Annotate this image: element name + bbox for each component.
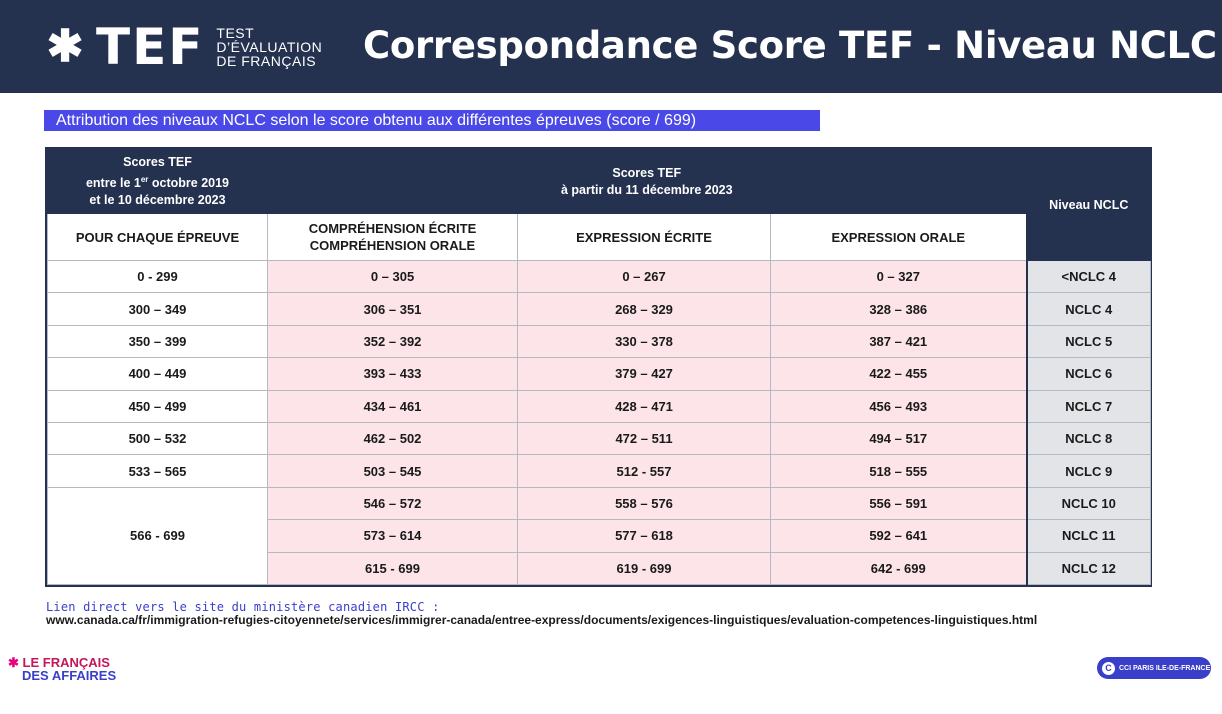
table-row bbox=[48, 422, 1151, 454]
expression-ecrite-cell: 330 – 378 bbox=[518, 325, 771, 357]
expression-orale-cell: 518 – 555 bbox=[771, 455, 1027, 487]
nclc-cell: NCLC 5 bbox=[1027, 325, 1151, 357]
comprehension-cell: 306 – 351 bbox=[268, 293, 518, 325]
old-score-cell: 500 – 532 bbox=[48, 422, 268, 454]
comprehension-cell: 503 – 545 bbox=[268, 455, 518, 487]
expression-ecrite-cell: 619 - 699 bbox=[518, 552, 771, 584]
expression-orale-cell: 642 - 699 bbox=[771, 552, 1027, 584]
comprehension-cell: 573 – 614 bbox=[268, 520, 518, 552]
correspondence-table bbox=[45, 147, 1152, 587]
old-score-cell: 400 – 449 bbox=[48, 358, 268, 390]
header-old-scores bbox=[48, 150, 268, 214]
cci-icon: C bbox=[1102, 662, 1115, 675]
table-row bbox=[48, 261, 1151, 293]
header-text: à partir du 11 décembre 2023 bbox=[560, 182, 733, 197]
table-row bbox=[48, 455, 1151, 487]
table-row bbox=[48, 390, 1151, 422]
comprehension-cell: 615 - 699 bbox=[268, 552, 518, 584]
header-new-scores bbox=[268, 150, 1027, 214]
subheader-text: COMPRÉHENSION ORALE bbox=[309, 238, 476, 253]
expression-orale-cell: 494 – 517 bbox=[771, 422, 1027, 454]
nclc-cell: NCLC 7 bbox=[1027, 390, 1151, 422]
nclc-cell: <NCLC 4 bbox=[1027, 261, 1151, 293]
expression-orale-cell: 422 – 455 bbox=[771, 358, 1027, 390]
old-score-cell: 450 – 499 bbox=[48, 390, 268, 422]
tef-logo bbox=[44, 17, 322, 77]
page-title: Correspondance Score TEF - Niveau NCLC bbox=[363, 24, 1217, 67]
comprehension-cell: 434 – 461 bbox=[268, 390, 518, 422]
expression-orale-cell: 592 – 641 bbox=[771, 520, 1027, 552]
subheader-expression-orale: EXPRESSION ORALE bbox=[771, 214, 1027, 261]
le-francais-des-affaires-logo bbox=[8, 656, 116, 682]
brand-line: DES AFFAIRES bbox=[22, 668, 117, 683]
logo-sub-line: D’ÉVALUATION bbox=[216, 39, 323, 55]
header-superscript: er bbox=[140, 174, 149, 184]
table-row bbox=[48, 293, 1151, 325]
header-nclc: Niveau NCLC bbox=[1027, 150, 1151, 261]
expression-ecrite-cell: 0 – 267 bbox=[518, 261, 771, 293]
header-text: entre le 1 bbox=[85, 176, 141, 191]
comprehension-cell: 352 – 392 bbox=[268, 325, 518, 357]
comprehension-cell: 462 – 502 bbox=[268, 422, 518, 454]
nclc-cell: NCLC 6 bbox=[1027, 358, 1151, 390]
expression-ecrite-cell: 379 – 427 bbox=[518, 358, 771, 390]
nclc-cell: NCLC 4 bbox=[1027, 293, 1151, 325]
subheader-comprehension bbox=[268, 214, 518, 261]
header-text: et le 10 décembre 2023 bbox=[89, 193, 226, 208]
expression-orale-cell: 0 – 327 bbox=[771, 261, 1027, 293]
expression-orale-cell: 328 – 386 bbox=[771, 293, 1027, 325]
asterisk-icon: ✱ bbox=[8, 655, 19, 670]
cci-paris-logo bbox=[1097, 657, 1211, 679]
cci-text: CCI PARIS ILE-DE-FRANCE bbox=[1119, 664, 1211, 672]
footer-link-url[interactable]: www.canada.ca/fr/immigration-refugies-citoyennete/services/immigrer-canada/entree-express/documents/exigences-linguistiques/evaluation-competences-linguistiques.html bbox=[46, 613, 1038, 627]
old-score-cell: 300 – 349 bbox=[48, 293, 268, 325]
comprehension-cell: 546 – 572 bbox=[268, 487, 518, 519]
subheader-text: COMPRÉHENSION ÉCRITE bbox=[308, 221, 477, 236]
header-text: Scores TEF bbox=[612, 165, 682, 180]
subheader-expression-ecrite: EXPRESSION ÉCRITE bbox=[518, 214, 771, 261]
logo-text: TEF bbox=[96, 18, 205, 76]
table-row bbox=[48, 325, 1151, 357]
comprehension-cell: 0 – 305 bbox=[268, 261, 518, 293]
table-row bbox=[48, 487, 1151, 519]
expression-orale-cell: 556 – 591 bbox=[771, 487, 1027, 519]
expression-orale-cell: 387 – 421 bbox=[771, 325, 1027, 357]
header-text: octobre 2019 bbox=[148, 176, 230, 191]
nclc-cell: NCLC 10 bbox=[1027, 487, 1151, 519]
old-score-cell: 350 – 399 bbox=[48, 325, 268, 357]
old-score-cell: 566 - 699 bbox=[48, 487, 268, 584]
logo-sub-line: TEST bbox=[216, 25, 255, 41]
logo-sub-line: DE FRANÇAIS bbox=[216, 53, 317, 69]
nclc-cell: NCLC 11 bbox=[1027, 520, 1151, 552]
old-score-cell: 0 - 299 bbox=[48, 261, 268, 293]
header-banner bbox=[0, 0, 1222, 93]
comprehension-cell: 393 – 433 bbox=[268, 358, 518, 390]
header-text: Scores TEF bbox=[123, 154, 192, 169]
nclc-cell: NCLC 12 bbox=[1027, 552, 1151, 584]
brand-line: LE FRANÇAIS bbox=[22, 655, 110, 670]
table-row bbox=[48, 358, 1151, 390]
logo-subtitle bbox=[216, 26, 322, 68]
asterisk-icon: ✱ bbox=[46, 22, 84, 71]
nclc-cell: NCLC 9 bbox=[1027, 455, 1151, 487]
footer-link-label: Lien direct vers le site du ministère canadien IRCC : bbox=[46, 600, 440, 614]
expression-orale-cell: 456 – 493 bbox=[771, 390, 1027, 422]
nclc-cell: NCLC 8 bbox=[1027, 422, 1151, 454]
expression-ecrite-cell: 577 – 618 bbox=[518, 520, 771, 552]
expression-ecrite-cell: 512 - 557 bbox=[518, 455, 771, 487]
old-score-cell: 533 – 565 bbox=[48, 455, 268, 487]
expression-ecrite-cell: 558 – 576 bbox=[518, 487, 771, 519]
subheader-chaque-epreuve: POUR CHAQUE ÉPREUVE bbox=[48, 214, 268, 261]
expression-ecrite-cell: 428 – 471 bbox=[518, 390, 771, 422]
subtitle-banner: Attribution des niveaux NCLC selon le score obtenu aux différentes épreuves (score / 699) bbox=[44, 110, 820, 131]
expression-ecrite-cell: 268 – 329 bbox=[518, 293, 771, 325]
expression-ecrite-cell: 472 – 511 bbox=[518, 422, 771, 454]
